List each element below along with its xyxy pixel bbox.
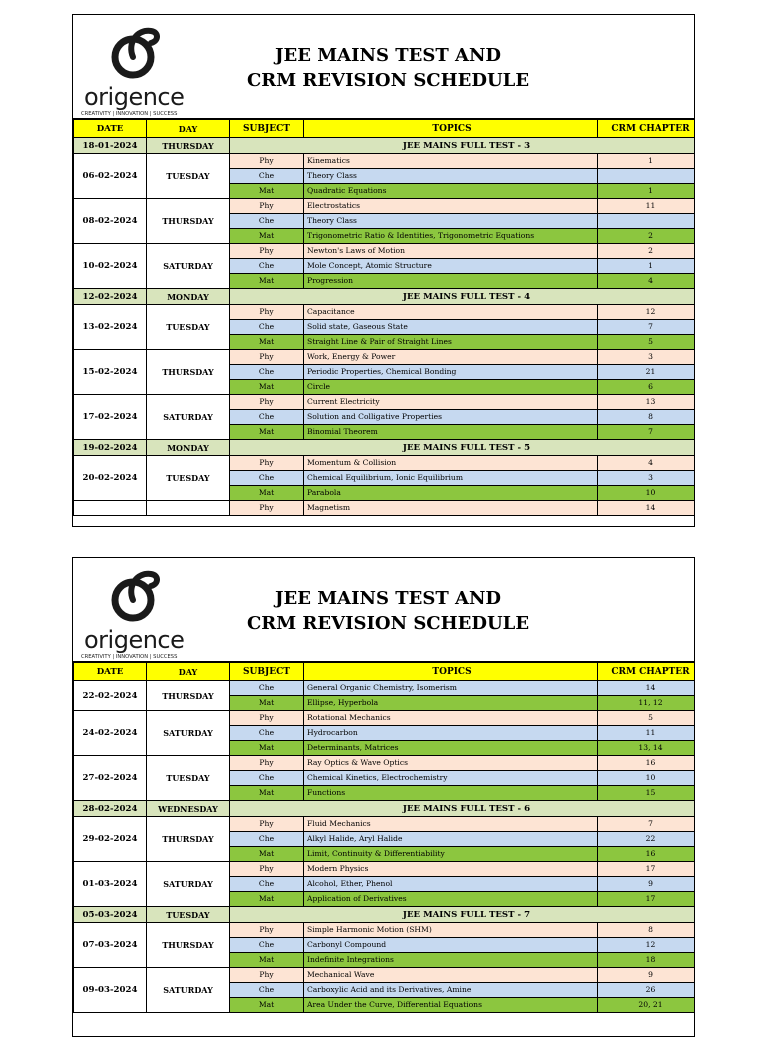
row-topic: Electrostatics: [304, 199, 598, 214]
row-topic: Progression: [304, 274, 598, 289]
row-date: 29-02-2024: [74, 817, 147, 862]
test-row: [74, 440, 696, 456]
row-subject: Mat: [230, 696, 304, 711]
test-date: 28-02-2024: [74, 801, 147, 817]
test-day: MONDAY: [147, 289, 230, 305]
table-row: [74, 756, 696, 771]
col-header-topics: TOPICS: [304, 120, 598, 138]
row-crm-chapter: 17: [598, 892, 696, 907]
row-topic: Alcohol, Ether, Phenol: [304, 877, 598, 892]
test-date: 19-02-2024: [74, 440, 147, 456]
row-subject: Mat: [230, 786, 304, 801]
row-date: 09-03-2024: [74, 968, 147, 1013]
col-header-date: DATE: [74, 120, 147, 138]
row-day: TUESDAY: [147, 305, 230, 350]
test-row: [74, 289, 696, 305]
row-crm-chapter: 9: [598, 968, 696, 983]
row-topic: Ray Optics & Wave Optics: [304, 756, 598, 771]
test-label: JEE MAINS FULL TEST - 5: [230, 440, 696, 456]
row-crm-chapter: 7: [598, 320, 696, 335]
row-crm-chapter: 6: [598, 380, 696, 395]
row-subject: Phy: [230, 501, 304, 516]
row-topic: Solution and Colligative Properties: [304, 410, 598, 425]
test-label: JEE MAINS FULL TEST - 3: [230, 138, 696, 154]
origence-logo: [81, 21, 196, 116]
row-crm-chapter: 14: [598, 681, 696, 696]
row-crm-chapter: 7: [598, 817, 696, 832]
row-topic: Chemical Kinetics, Electrochemistry: [304, 771, 598, 786]
row-topic: Capacitance: [304, 305, 598, 320]
row-day: [147, 501, 230, 516]
row-date: 13-02-2024: [74, 305, 147, 350]
test-date: 05-03-2024: [74, 907, 147, 923]
row-subject: Mat: [230, 229, 304, 244]
row-day: TUESDAY: [147, 456, 230, 501]
row-topic: Carbonyl Compound: [304, 938, 598, 953]
row-subject: Mat: [230, 847, 304, 862]
row-subject: Che: [230, 832, 304, 847]
test-row: [74, 907, 696, 923]
row-topic: Application of Derivatives: [304, 892, 598, 907]
row-day: THURSDAY: [147, 199, 230, 244]
row-crm-chapter: 5: [598, 335, 696, 350]
table-row: [74, 199, 696, 214]
col-header-day: DAY: [147, 120, 230, 138]
row-crm-chapter: 3: [598, 471, 696, 486]
row-topic: Mechanical Wave: [304, 968, 598, 983]
row-crm-chapter: 13, 14: [598, 741, 696, 756]
row-topic: Magnetism: [304, 501, 598, 516]
table-row: [74, 244, 696, 259]
test-row: [74, 801, 696, 817]
table-header-row: [74, 663, 696, 681]
row-subject: Phy: [230, 817, 304, 832]
row-subject: Phy: [230, 199, 304, 214]
table-row: [74, 395, 696, 410]
row-subject: Che: [230, 877, 304, 892]
row-topic: Indefinite Integrations: [304, 953, 598, 968]
brand-name: origence: [84, 83, 185, 111]
row-topic: Area Under the Curve, Differential Equations: [304, 998, 598, 1013]
page-title: [228, 43, 548, 93]
row-crm-chapter: 20, 21: [598, 998, 696, 1013]
row-topic: Quadratic Equations: [304, 184, 598, 199]
row-crm-chapter: 1: [598, 259, 696, 274]
row-subject: Mat: [230, 425, 304, 440]
row-day: TUESDAY: [147, 756, 230, 801]
row-date: 24-02-2024: [74, 711, 147, 756]
title-line-2: CRM REVISION SCHEDULE: [246, 613, 530, 634]
row-subject: Che: [230, 259, 304, 274]
table-row: [74, 501, 696, 516]
row-date: 07-03-2024: [74, 923, 147, 968]
row-topic: Ellipse, Hyperbola: [304, 696, 598, 711]
test-day: THURSDAY: [147, 138, 230, 154]
row-topic: Modern Physics: [304, 862, 598, 877]
col-header-subject: SUBJECT: [230, 663, 304, 681]
row-topic: Parabola: [304, 486, 598, 501]
row-topic: Newton's Laws of Motion: [304, 244, 598, 259]
row-day: SATURDAY: [147, 711, 230, 756]
row-topic: Solid state, Gaseous State: [304, 320, 598, 335]
origence-logo-icon: [107, 566, 165, 624]
test-day: WEDNESDAY: [147, 801, 230, 817]
test-label: JEE MAINS FULL TEST - 6: [230, 801, 696, 817]
row-crm-chapter: 26: [598, 983, 696, 998]
row-crm-chapter: 10: [598, 771, 696, 786]
row-subject: Phy: [230, 968, 304, 983]
row-day: SATURDAY: [147, 244, 230, 289]
row-subject: Phy: [230, 154, 304, 169]
row-topic: General Organic Chemistry, Isomerism: [304, 681, 598, 696]
row-subject: Mat: [230, 184, 304, 199]
col-header-crm-chapter: CRM CHAPTER: [598, 663, 696, 681]
row-date: 17-02-2024: [74, 395, 147, 440]
test-date: 12-02-2024: [74, 289, 147, 305]
table-row: [74, 154, 696, 169]
schedule-table: [73, 662, 695, 1013]
col-header-subject: SUBJECT: [230, 120, 304, 138]
row-topic: Periodic Properties, Chemical Bonding: [304, 365, 598, 380]
row-subject: Phy: [230, 350, 304, 365]
row-crm-chapter: 16: [598, 847, 696, 862]
table-row: [74, 968, 696, 983]
schedule-table: [73, 119, 695, 516]
col-header-date: DATE: [74, 663, 147, 681]
row-crm-chapter: 7: [598, 425, 696, 440]
origence-logo-icon: [107, 23, 165, 81]
test-date: 18-01-2024: [74, 138, 147, 154]
row-topic: Carboxylic Acid and its Derivatives, Amine: [304, 983, 598, 998]
schedule-page-2: [72, 557, 695, 1037]
table-row: [74, 305, 696, 320]
row-topic: Alkyl Halide, Aryl Halide: [304, 832, 598, 847]
row-day: SATURDAY: [147, 862, 230, 907]
row-topic: Mole Concept, Atomic Structure: [304, 259, 598, 274]
row-crm-chapter: 3: [598, 350, 696, 365]
row-topic: Work, Energy & Power: [304, 350, 598, 365]
table-header-row: [74, 120, 696, 138]
row-subject: Phy: [230, 456, 304, 471]
title-line-1: JEE MAINS TEST AND: [274, 588, 502, 609]
test-label: JEE MAINS FULL TEST - 7: [230, 907, 696, 923]
title-line-2: CRM REVISION SCHEDULE: [246, 70, 530, 91]
row-crm-chapter: 2: [598, 244, 696, 259]
row-topic: Circle: [304, 380, 598, 395]
origence-logo: [81, 564, 196, 659]
row-subject: Che: [230, 471, 304, 486]
row-subject: Mat: [230, 741, 304, 756]
table-row: [74, 923, 696, 938]
schedule-page-1: [72, 14, 695, 527]
schedule-body: [74, 138, 696, 516]
row-day: THURSDAY: [147, 681, 230, 711]
row-crm-chapter: [598, 214, 696, 229]
row-topic: Theory Class: [304, 214, 598, 229]
row-crm-chapter: 12: [598, 305, 696, 320]
row-topic: Determinants, Matrices: [304, 741, 598, 756]
col-header-crm-chapter: CRM CHAPTER: [598, 120, 696, 138]
row-subject: Che: [230, 214, 304, 229]
row-crm-chapter: 2: [598, 229, 696, 244]
row-subject: Phy: [230, 923, 304, 938]
row-crm-chapter: 13: [598, 395, 696, 410]
test-day: MONDAY: [147, 440, 230, 456]
row-subject: Che: [230, 726, 304, 741]
row-subject: Che: [230, 320, 304, 335]
row-crm-chapter: 4: [598, 456, 696, 471]
row-topic: Fluid Mechanics: [304, 817, 598, 832]
row-subject: Mat: [230, 953, 304, 968]
row-date: 01-03-2024: [74, 862, 147, 907]
row-crm-chapter: 4: [598, 274, 696, 289]
row-topic: Theory Class: [304, 169, 598, 184]
brand-tagline: CREATIVITY | INNOVATION | SUCCESS: [81, 654, 178, 660]
col-header-day: DAY: [147, 663, 230, 681]
row-date: 06-02-2024: [74, 154, 147, 199]
page-header: [73, 558, 694, 662]
row-topic: Simple Harmonic Motion (SHM): [304, 923, 598, 938]
row-subject: Mat: [230, 380, 304, 395]
test-label: JEE MAINS FULL TEST - 4: [230, 289, 696, 305]
row-crm-chapter: 15: [598, 786, 696, 801]
test-day: TUESDAY: [147, 907, 230, 923]
table-row: [74, 350, 696, 365]
row-crm-chapter: 11: [598, 199, 696, 214]
row-subject: Mat: [230, 274, 304, 289]
row-subject: Che: [230, 365, 304, 380]
schedule-body: [74, 681, 696, 1013]
table-row: [74, 862, 696, 877]
table-row: [74, 456, 696, 471]
row-subject: Phy: [230, 305, 304, 320]
col-header-topics: TOPICS: [304, 663, 598, 681]
row-subject: Che: [230, 681, 304, 696]
row-subject: Phy: [230, 395, 304, 410]
brand-tagline: CREATIVITY | INNOVATION | SUCCESS: [81, 111, 178, 117]
row-topic: Current Electricity: [304, 395, 598, 410]
row-topic: Functions: [304, 786, 598, 801]
row-date: 08-02-2024: [74, 199, 147, 244]
row-crm-chapter: 14: [598, 501, 696, 516]
row-date: 27-02-2024: [74, 756, 147, 801]
test-row: [74, 138, 696, 154]
row-day: THURSDAY: [147, 923, 230, 968]
row-crm-chapter: [598, 169, 696, 184]
row-date: 15-02-2024: [74, 350, 147, 395]
row-subject: Phy: [230, 756, 304, 771]
row-topic: Rotational Mechanics: [304, 711, 598, 726]
row-subject: Mat: [230, 486, 304, 501]
table-row: [74, 681, 696, 696]
row-day: THURSDAY: [147, 817, 230, 862]
row-topic: Trigonometric Ratio & Identities, Trigonometric Equations: [304, 229, 598, 244]
row-crm-chapter: 8: [598, 923, 696, 938]
row-crm-chapter: 1: [598, 184, 696, 199]
row-day: TUESDAY: [147, 154, 230, 199]
row-crm-chapter: 10: [598, 486, 696, 501]
row-subject: Che: [230, 410, 304, 425]
row-crm-chapter: 11, 12: [598, 696, 696, 711]
page-title: [228, 586, 548, 636]
row-subject: Phy: [230, 711, 304, 726]
row-day: THURSDAY: [147, 350, 230, 395]
row-crm-chapter: 17: [598, 862, 696, 877]
row-crm-chapter: 11: [598, 726, 696, 741]
row-crm-chapter: 12: [598, 938, 696, 953]
row-topic: Straight Line & Pair of Straight Lines: [304, 335, 598, 350]
row-subject: Mat: [230, 892, 304, 907]
row-crm-chapter: 5: [598, 711, 696, 726]
row-crm-chapter: 21: [598, 365, 696, 380]
row-subject: Phy: [230, 862, 304, 877]
row-crm-chapter: 9: [598, 877, 696, 892]
row-subject: Mat: [230, 998, 304, 1013]
row-topic: Chemical Equilibrium, Ionic Equilibrium: [304, 471, 598, 486]
row-subject: Che: [230, 983, 304, 998]
row-topic: Hydrocarbon: [304, 726, 598, 741]
row-crm-chapter: 8: [598, 410, 696, 425]
row-subject: Phy: [230, 244, 304, 259]
row-subject: Che: [230, 938, 304, 953]
row-topic: Kinematics: [304, 154, 598, 169]
row-date: 20-02-2024: [74, 456, 147, 501]
row-day: SATURDAY: [147, 968, 230, 1013]
row-crm-chapter: 22: [598, 832, 696, 847]
page-header: [73, 15, 694, 119]
row-day: SATURDAY: [147, 395, 230, 440]
row-subject: Che: [230, 169, 304, 184]
brand-name: origence: [84, 626, 185, 654]
row-topic: Binomial Theorem: [304, 425, 598, 440]
table-row: [74, 817, 696, 832]
row-topic: Limit, Continuity & Differentiability: [304, 847, 598, 862]
row-date: 10-02-2024: [74, 244, 147, 289]
row-crm-chapter: 1: [598, 154, 696, 169]
row-subject: Che: [230, 771, 304, 786]
row-date: [74, 501, 147, 516]
row-crm-chapter: 16: [598, 756, 696, 771]
table-row: [74, 711, 696, 726]
row-crm-chapter: 18: [598, 953, 696, 968]
title-line-1: JEE MAINS TEST AND: [274, 45, 502, 66]
row-topic: Momentum & Collision: [304, 456, 598, 471]
row-subject: Mat: [230, 335, 304, 350]
row-date: 22-02-2024: [74, 681, 147, 711]
